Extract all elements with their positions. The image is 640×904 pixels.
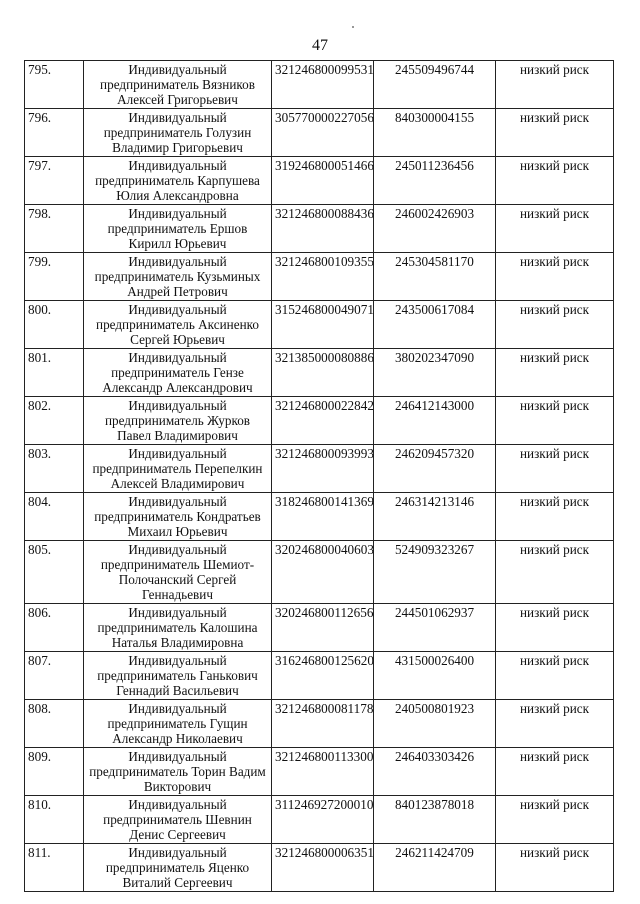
name-line: предприниматель Гензе: [111, 365, 244, 380]
ogrn-value: 320246800112656: [272, 604, 374, 652]
inn-value: 246211424709: [374, 844, 496, 892]
risk-category: низкий риск: [496, 157, 614, 205]
risk-category: низкий риск: [496, 700, 614, 748]
name-line: Индивидуальный: [128, 446, 227, 461]
entrepreneur-name: [84, 604, 272, 652]
ogrn-value: 321246800022842: [272, 397, 374, 445]
entrepreneur-name: [84, 652, 272, 700]
ogrn-value: 316246800125620: [272, 652, 374, 700]
name-line: Юлия Александровна: [116, 188, 239, 203]
table-row: [25, 844, 614, 892]
name-line: Александр Александрович: [102, 380, 253, 395]
risk-category: низкий риск: [496, 844, 614, 892]
table-row: [25, 445, 614, 493]
name-line: Александр Николаевич: [112, 731, 243, 746]
ogrn-value: 321246800088436: [272, 205, 374, 253]
entrepreneur-name: [84, 796, 272, 844]
name-line: предприниматель Перепелкин: [92, 461, 263, 476]
entrepreneur-name: [84, 61, 272, 109]
risk-category: низкий риск: [496, 397, 614, 445]
inn-value: 431500026400: [374, 652, 496, 700]
table-row: [25, 109, 614, 157]
name-line: Индивидуальный: [128, 254, 227, 269]
table-row: [25, 349, 614, 397]
name-line: Индивидуальный: [128, 542, 227, 557]
name-line: Кирилл Юрьевич: [128, 236, 227, 251]
inn-value: 245011236456: [374, 157, 496, 205]
row-number: 801.: [25, 349, 84, 397]
entrepreneur-name: [84, 541, 272, 604]
name-line: предприниматель Яценко: [105, 860, 250, 875]
inn-value: 245304581170: [374, 253, 496, 301]
name-line: предприниматель Шемиот-: [100, 557, 255, 572]
risk-category: низкий риск: [496, 61, 614, 109]
risk-category: низкий риск: [496, 445, 614, 493]
name-line: Индивидуальный: [128, 797, 227, 812]
risk-category: низкий риск: [496, 493, 614, 541]
name-line: Индивидуальный: [128, 845, 227, 860]
risk-category: низкий риск: [496, 349, 614, 397]
name-line: предприниматель Голузин: [103, 125, 252, 140]
name-line: Индивидуальный: [128, 158, 227, 173]
name-line: Викторович: [143, 779, 212, 794]
entrepreneur-name: [84, 205, 272, 253]
row-number: 805.: [25, 541, 84, 604]
name-line: предприниматель Ершов: [107, 221, 248, 236]
inn-value: 524909323267: [374, 541, 496, 604]
entrepreneur-name: [84, 844, 272, 892]
name-line: предприниматель Карпушева: [95, 173, 260, 188]
risk-category: низкий риск: [496, 652, 614, 700]
inn-value: 246403303426: [374, 748, 496, 796]
inn-value: 840300004155: [374, 109, 496, 157]
name-line: Геннадьевич: [142, 587, 213, 602]
name-line: Индивидуальный: [128, 110, 227, 125]
name-line: Полочанский Сергей: [118, 572, 237, 587]
inn-value: 245509496744: [374, 61, 496, 109]
entrepreneur-name: [84, 445, 272, 493]
row-number: 811.: [25, 844, 84, 892]
row-number: 802.: [25, 397, 84, 445]
table-row: [25, 604, 614, 652]
name-line: предприниматель Калошина: [97, 620, 258, 635]
table-row: [25, 493, 614, 541]
name-line: предприниматель Вязников: [100, 77, 255, 92]
name-line: Индивидуальный: [128, 350, 227, 365]
entrepreneur-name: [84, 349, 272, 397]
inn-value: 243500617084: [374, 301, 496, 349]
table-row: [25, 748, 614, 796]
name-line: Индивидуальный: [128, 302, 227, 317]
row-number: 804.: [25, 493, 84, 541]
risk-category: низкий риск: [496, 796, 614, 844]
name-line: Виталий Сергеевич: [122, 875, 233, 890]
name-line: Сергей Юрьевич: [130, 332, 225, 347]
risk-category: низкий риск: [496, 541, 614, 604]
row-number: 803.: [25, 445, 84, 493]
ogrn-value: 305770000227056: [272, 109, 374, 157]
table-row: [25, 61, 614, 109]
entrepreneur-name: [84, 253, 272, 301]
row-number: 798.: [25, 205, 84, 253]
risk-category: низкий риск: [496, 109, 614, 157]
page-number: 47: [312, 37, 328, 54]
name-line: Индивидуальный: [128, 62, 227, 77]
name-line: Алексей Владимирович: [110, 476, 245, 491]
risk-category: низкий риск: [496, 205, 614, 253]
name-line: предприниматель Кузьминых: [94, 269, 261, 284]
table-row: [25, 397, 614, 445]
inn-value: 244501062937: [374, 604, 496, 652]
name-line: Индивидуальный: [128, 701, 227, 716]
table-row: [25, 301, 614, 349]
ogrn-value: 321246800093993: [272, 445, 374, 493]
inn-value: 246412143000: [374, 397, 496, 445]
ogrn-value: 321246800113300: [272, 748, 374, 796]
row-number: 810.: [25, 796, 84, 844]
ogrn-value: 318246800141369: [272, 493, 374, 541]
entrepreneur-name: [84, 493, 272, 541]
entrepreneur-name: [84, 397, 272, 445]
row-number: 809.: [25, 748, 84, 796]
name-line: Денис Сергеевич: [129, 827, 226, 842]
table-row: [25, 700, 614, 748]
inn-value: 246209457320: [374, 445, 496, 493]
row-number: 807.: [25, 652, 84, 700]
inn-value: 840123878018: [374, 796, 496, 844]
row-number: 799.: [25, 253, 84, 301]
ogrn-value: 319246800051466: [272, 157, 374, 205]
name-line: Андрей Петрович: [127, 284, 228, 299]
table-row: [25, 253, 614, 301]
inn-value: 240500801923: [374, 700, 496, 748]
name-line: предприниматель Шевнин: [103, 812, 252, 827]
table-row: [25, 157, 614, 205]
entrepreneur-name: [84, 157, 272, 205]
registry-table-body: [25, 61, 614, 892]
name-line: Индивидуальный: [128, 749, 227, 764]
name-line: Индивидуальный: [128, 398, 227, 413]
name-line: предприниматель Торин Вадим: [89, 764, 266, 779]
risk-category: низкий риск: [496, 253, 614, 301]
table-row: [25, 541, 614, 604]
row-number: 806.: [25, 604, 84, 652]
table-row: [25, 205, 614, 253]
scan-speck: [352, 26, 354, 28]
name-line: Наталья Владимировна: [111, 635, 244, 650]
ogrn-value: 321246800081178: [272, 700, 374, 748]
table-row: [25, 796, 614, 844]
ogrn-value: 321246800099531: [272, 61, 374, 109]
risk-category: низкий риск: [496, 604, 614, 652]
table-row: [25, 652, 614, 700]
ogrn-value: 321385000080886: [272, 349, 374, 397]
name-line: Алексей Григорьевич: [117, 92, 238, 107]
row-number: 796.: [25, 109, 84, 157]
name-line: Индивидуальный: [128, 605, 227, 620]
entrepreneur-name: [84, 301, 272, 349]
ogrn-value: 321246800109355: [272, 253, 374, 301]
name-line: Владимир Григорьевич: [112, 140, 243, 155]
name-line: Михаил Юрьевич: [127, 524, 228, 539]
name-line: предприниматель Ганькович: [97, 668, 258, 683]
ogrn-value: 320246800040603: [272, 541, 374, 604]
risk-category: низкий риск: [496, 301, 614, 349]
name-line: предприниматель Кондратьев: [94, 509, 261, 524]
ogrn-value: 311246927200010: [272, 796, 374, 844]
inn-value: 380202347090: [374, 349, 496, 397]
inn-value: 246314213146: [374, 493, 496, 541]
entrepreneur-name: [84, 109, 272, 157]
row-number: 808.: [25, 700, 84, 748]
entrepreneur-name: [84, 700, 272, 748]
risk-category: низкий риск: [496, 748, 614, 796]
ogrn-value: 315246800049071: [272, 301, 374, 349]
name-line: предприниматель Гущин: [107, 716, 248, 731]
inn-value: 246002426903: [374, 205, 496, 253]
name-line: Индивидуальный: [128, 206, 227, 221]
registry-table: [24, 60, 614, 892]
row-number: 797.: [25, 157, 84, 205]
name-line: предприниматель Журков: [104, 413, 251, 428]
name-line: Индивидуальный: [128, 494, 227, 509]
row-number: 800.: [25, 301, 84, 349]
entrepreneur-name: [84, 748, 272, 796]
name-line: Павел Владимирович: [117, 428, 238, 443]
name-line: предприниматель Аксиненко: [96, 317, 259, 332]
row-number: 795.: [25, 61, 84, 109]
name-line: Индивидуальный: [128, 653, 227, 668]
ogrn-value: 321246800006351: [272, 844, 374, 892]
name-line: Геннадий Васильевич: [116, 683, 239, 698]
